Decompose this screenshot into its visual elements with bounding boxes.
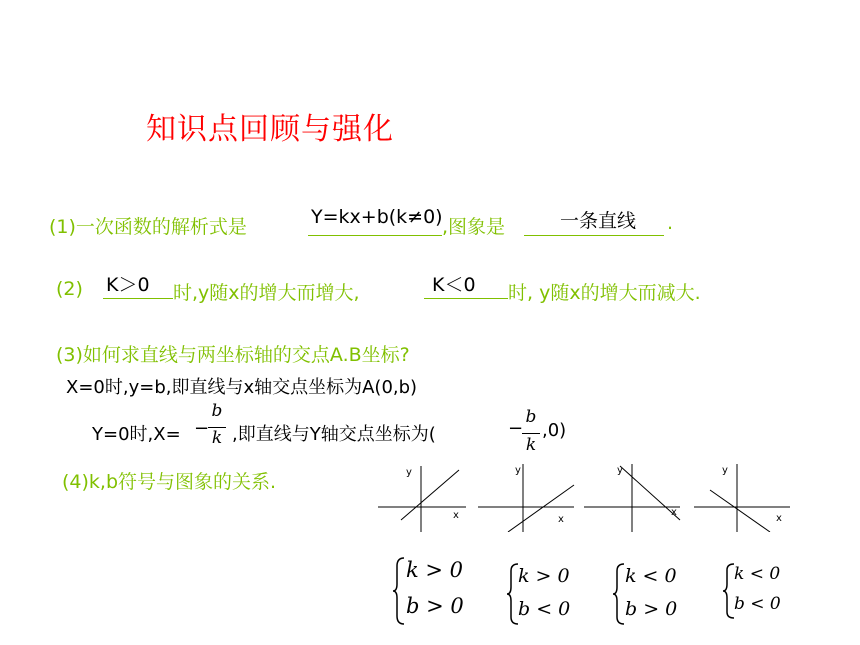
- y-label-4: y: [722, 465, 728, 476]
- minus-sign-2: −: [508, 418, 524, 439]
- item3-line2-mid: ,即直线与Y轴交点坐标为(: [232, 424, 436, 445]
- y-label-1: y: [406, 467, 412, 478]
- item1-answer-line: 一条直线: [560, 210, 637, 232]
- x-label-1: x: [453, 510, 459, 521]
- item1-prefix: (1)一次函数的解析式是: [49, 216, 247, 238]
- graph-3: [582, 460, 682, 532]
- graph-4: [692, 460, 792, 532]
- cond-4-b: b < 0: [734, 594, 781, 614]
- y-label-2: y: [515, 465, 521, 476]
- frac2-denominator: k: [525, 435, 537, 455]
- item2-text1: 时,y随x的增大而增大,: [173, 282, 360, 304]
- cond-2-b: b < 0: [518, 598, 571, 620]
- x-label-3: x: [671, 507, 677, 518]
- item1-answer-formula: Y=kx+b(k≠0): [311, 206, 443, 228]
- item2-answer2: K＜0: [432, 274, 476, 296]
- item1-end: .: [667, 212, 674, 234]
- y-label-3: y: [617, 465, 623, 476]
- item2-answer1: K＞0: [106, 274, 150, 296]
- item2-text2: 时, y随x的增大而减大.: [508, 282, 701, 304]
- item2-blank2: [424, 298, 508, 299]
- item3-line2-prefix: Y=0时,X=: [92, 424, 181, 445]
- brace-1: [392, 556, 406, 626]
- item4-label: (4)k,b符号与图象的关系.: [62, 471, 277, 493]
- minus-sign: −: [194, 418, 210, 439]
- item2-prefix: (2): [56, 278, 83, 300]
- cond-3-k: k < 0: [625, 565, 677, 587]
- frac-numerator: b: [211, 401, 223, 421]
- item2-blank1: [103, 298, 173, 299]
- cond-2-k: k > 0: [518, 565, 570, 587]
- item1-blank1: [308, 235, 442, 236]
- cond-4-k: k < 0: [734, 564, 781, 584]
- x-label-4: x: [776, 513, 782, 524]
- page-title: 知识点回顾与强化: [146, 112, 394, 147]
- item3-question: (3)如何求直线与两坐标轴的交点A.B坐标?: [56, 344, 410, 366]
- brace-3: [612, 562, 626, 626]
- graph-2: [476, 460, 576, 532]
- item3-line2-end: ,0): [542, 420, 567, 441]
- cond-1-b: b > 0: [406, 594, 464, 618]
- cond-3-b: b > 0: [625, 598, 678, 620]
- x-label-2: x: [558, 514, 564, 525]
- graph-1: [376, 460, 466, 532]
- frac2-bar: [522, 433, 540, 434]
- item1-blank2: [524, 235, 664, 236]
- cond-1-k: k > 0: [406, 558, 464, 582]
- frac-denominator: k: [211, 428, 223, 448]
- item1-middle: ,图象是: [442, 216, 506, 238]
- item3-line1: X=0时,y=b,即直线与x轴交点坐标为A(0,b): [66, 377, 418, 398]
- frac2-numerator: b: [525, 407, 537, 427]
